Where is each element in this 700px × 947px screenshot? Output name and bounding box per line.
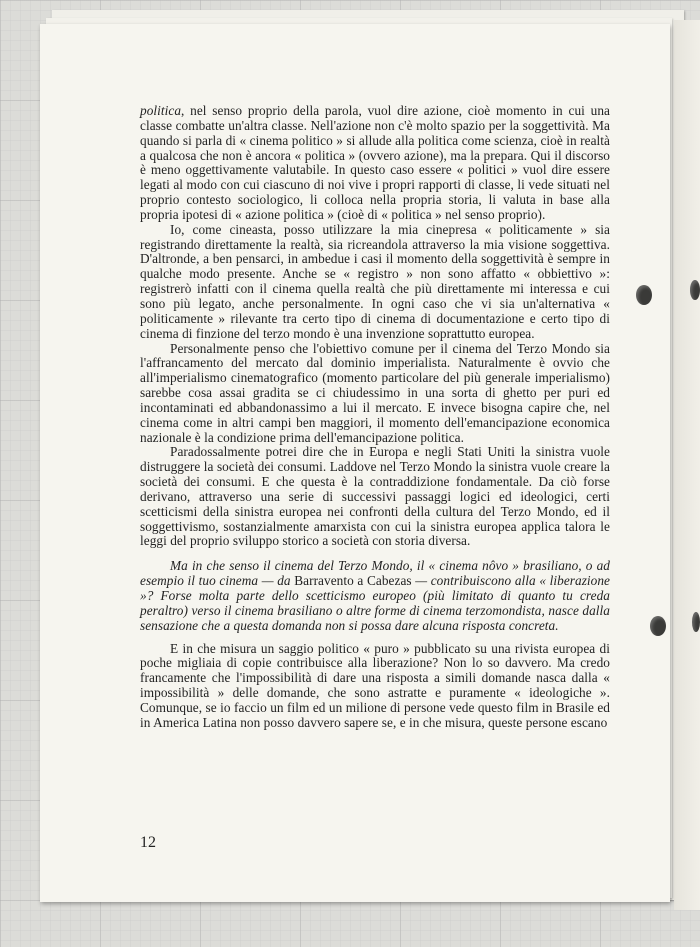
paragraph-4: Paradossalmente potrei dire che in Europa e negli Stati Uniti la sinistra vuole distruggere la società dei consumi. Laddove nel Terzo Mondo la sinistra vuole creare la società dei consumi. E che questa è la contraddizione fondamentale. Da ciò forse derivano, attraverso una serie di successivi passaggi logici ed ideologici, certi scetticismi della sinistra europea nei confronti della cultura del Terzo Mondo, ed il soggettivismo, sostanzialmente amarxista con cui la sinistra europea applica talora le leggi del proprio sviluppo storico a società con storia diversa. [140, 444, 610, 549]
binder-hole-bottom [650, 616, 666, 636]
interview-question [140, 559, 610, 633]
binder-hole-back-top [690, 280, 700, 300]
binder-hole-top [636, 285, 652, 305]
paragraph-1-lead: politica [140, 103, 182, 118]
paragraph-1-text: , nel senso proprio della parola, vuol dire azione, cioè momento in cui una classe combatte un'altra classe. Nell'azione non c'è molto spazio per la soggettività. Ma quando si parla di « cinema politico » si allude alla politica come scienza, cioè in realtà a qualcosa che non è ancora « politica » (ovvero azione), ma la prepara. Qui il discorso è meno oggettivamente valutabile. In questo caso essere « politici » vuol dire essere legati al modo con cui ciascuno di noi vive i propri rapporti di classe, li vede situati nel proprio contesto sociologico, li colloca nella propria storia, li valuta in base alla propria ipotesi di « azione politica » (cioè di « politica » nel senso proprio). [140, 103, 610, 222]
paragraph-2: Io, come cineasta, posso utilizzare la mia cinepresa « politicamente » sia registrando direttamente la realtà, sia ricreandola attraverso la mia visione soggettiva. D'altronde, a ben pensarci, in ambedue i casi il momento della soggettività è sempre in qualche modo presente. Anche se « registro » non sono affatto « obbiettivo »: registrerò infatti con il cinema quella realtà che più direttamente mi interessa e cui sono più legato, anche personalmente. In ogni caso che vi sia un'alternativa « politicamente » rilevante tra certo tipo di cinema di documentazione e certo tipo di cinema di finzione del terzo mondo è una invenzione soprattutto europea. [140, 221, 610, 341]
question-part-b: — contribuiscono alla « liberazione »? Forse molta parte dello scetticismo europeo (più limitato di quanto tu creda peraltro) verso il cinema brasiliano o altre forme di cinema terzomondista, nasce dalla sensazione che a questa domanda non si possa dare alcuna risposta concreta. [140, 573, 611, 633]
paragraph-1 [140, 104, 610, 223]
question-film-titles: Barravento a Cabezas [294, 573, 412, 589]
binder-hole-back-bottom [692, 612, 700, 632]
paragraph-6: E in che misura un saggio politico « puro » pubblicato su una rivista europea di poche migliaia di copie contribuisce alla liberazione? Non lo so davvero. Ma credo francamente che l'impossibilità di dare una risposta a simili domande nasca dalla « impossibilità » delle domande, che sono astratte e puramente « ideologiche ». Comunque, se io faccio un film ed un milione di persone vede questo film in Brasile ed in America Latina non posso davvero sapere se, e in che misura, queste persone escano [140, 640, 610, 730]
page-body [140, 104, 610, 731]
page-number: 12 [140, 834, 156, 851]
adjacent-page-edge [674, 20, 700, 910]
question-part-a: Ma in che senso il cinema del Terzo Mondo, il « cinema nôvo » brasiliano, o ad esempio il tuo cinema — da [140, 558, 610, 589]
paragraph-3: Personalmente penso che l'obiettivo comune per il cinema del Terzo Mondo sia l'affrancamento del mercato dal dominio imperialista. Naturalmente è ovvio che all'imperialismo cinematografico (momento particolare del più generale imperialismo) sarebbe cosa assai gradita se ci chiudessimo in una sorta di ghetto per puri ed incontaminati ed abbandonassimo a lui il mercato. E invece bisogna capire che, nel cinema come in altri campi ben maggiori, il momento dell'emancipazione economica nazionale è la condizione prima dell'emancipazione politica. [140, 340, 610, 445]
